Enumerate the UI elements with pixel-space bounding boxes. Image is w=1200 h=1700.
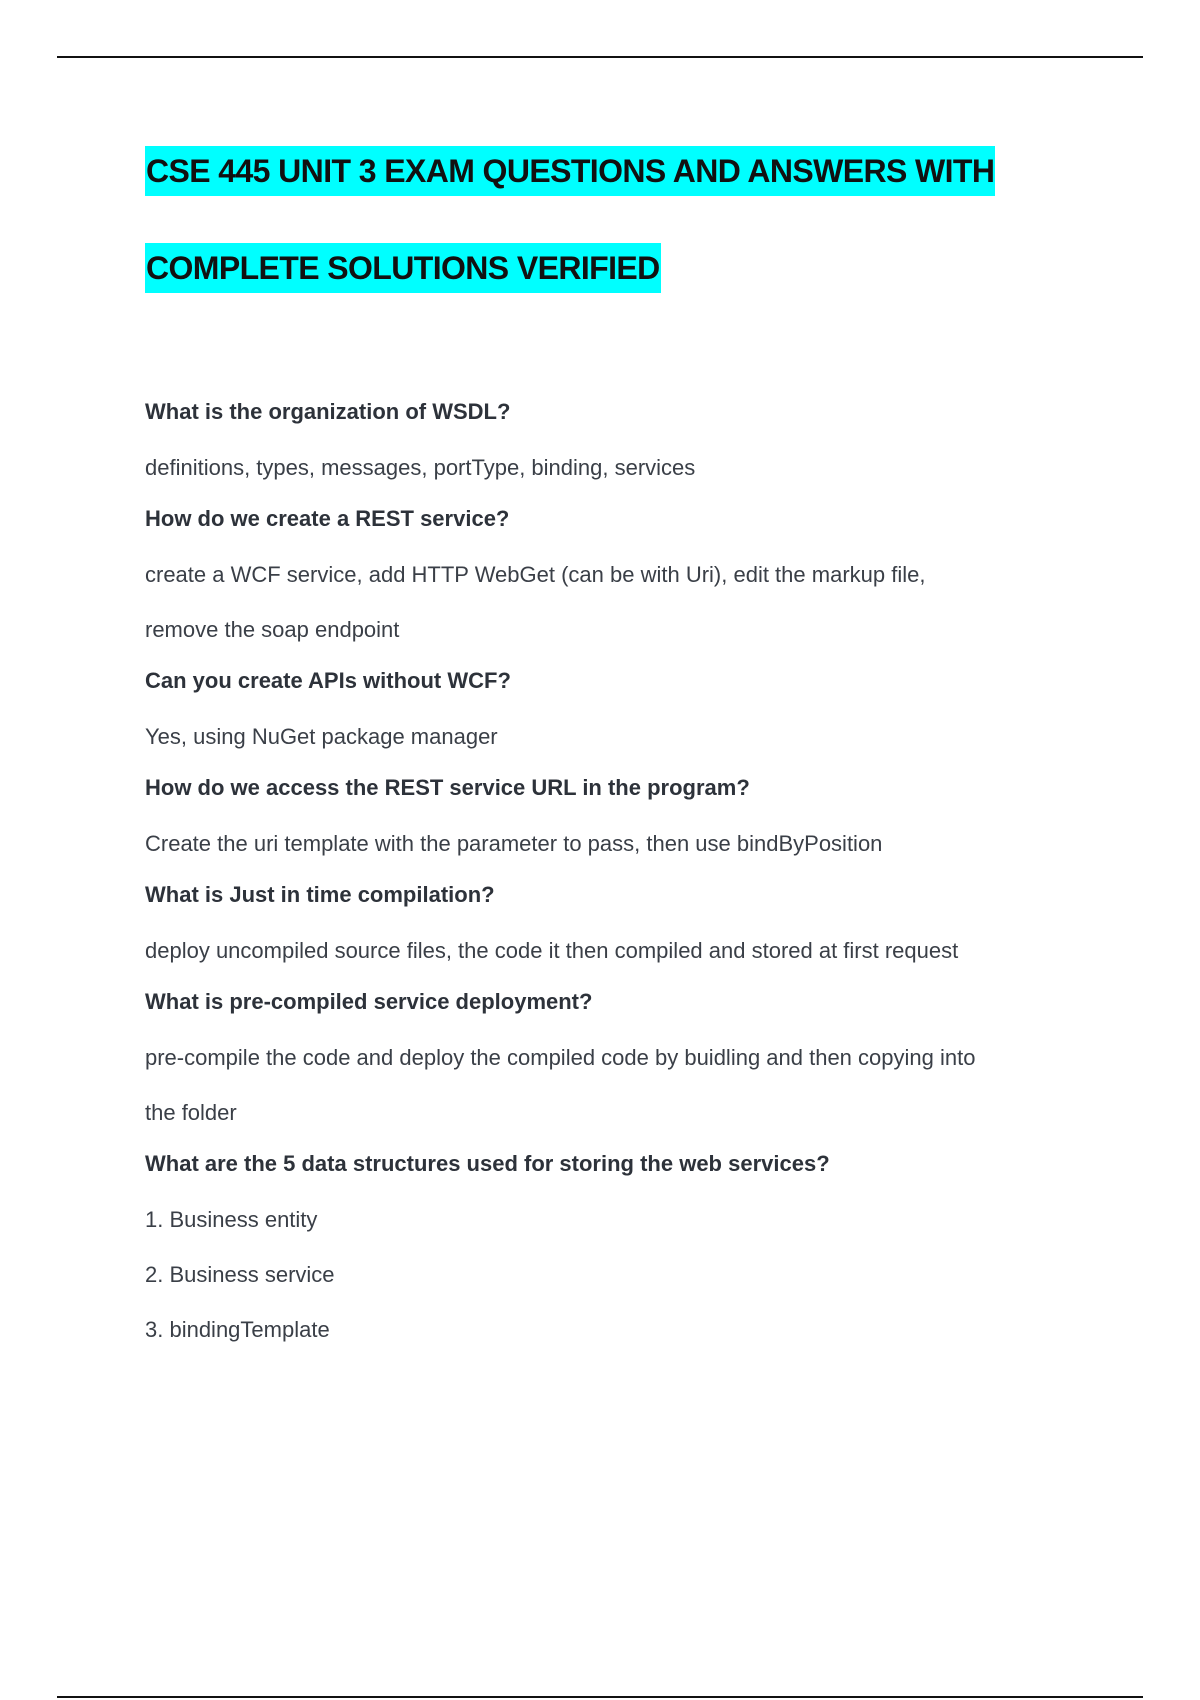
- answer-line: Yes, using NuGet package manager: [145, 724, 498, 749]
- answer-line: 2. Business service: [145, 1262, 335, 1287]
- answer-1: [145, 440, 1085, 495]
- document-title-line-1: CSE 445 UNIT 3 EXAM QUESTIONS AND ANSWERS WITH: [145, 146, 995, 196]
- answer-4: [145, 816, 1085, 871]
- answer-6: [145, 1030, 1085, 1140]
- answer-line: definitions, types, messages, portType, binding, services: [145, 455, 696, 480]
- answer-line: deploy uncompiled source files, the code it then compiled and stored at first request: [145, 938, 959, 963]
- answer-3: [145, 709, 1085, 764]
- answer-7: [145, 1192, 1085, 1357]
- footer-rule: [57, 1696, 1143, 1698]
- answer-2: [145, 547, 1085, 657]
- answer-5: [145, 923, 1085, 978]
- answer-line: the folder: [145, 1100, 237, 1125]
- document-title-line-2: COMPLETE SOLUTIONS VERIFIED: [145, 243, 661, 293]
- answer-line: 3. bindingTemplate: [145, 1317, 330, 1342]
- question-2: How do we create a REST service?: [145, 506, 510, 531]
- qa-list: [145, 392, 1085, 1361]
- question-1: What is the organization of WSDL?: [145, 399, 511, 424]
- question-4: How do we access the REST service URL in the program?: [145, 775, 750, 800]
- question-5: What is Just in time compilation?: [145, 882, 495, 907]
- answer-line: create a WCF service, add HTTP WebGet (can be with Uri), edit the markup file,: [145, 562, 926, 587]
- question-3: Can you create APIs without WCF?: [145, 668, 511, 693]
- question-7: What are the 5 data structures used for storing the web services?: [145, 1151, 830, 1176]
- answer-line: pre-compile the code and deploy the compiled code by buidling and then copying into: [145, 1045, 976, 1070]
- answer-line: remove the soap endpoint: [145, 617, 400, 642]
- question-6: What is pre-compiled service deployment?: [145, 989, 593, 1014]
- answer-line: Create the uri template with the parameter to pass, then use bindByPosition: [145, 831, 883, 856]
- answer-line: 1. Business entity: [145, 1207, 318, 1232]
- header-rule: [57, 56, 1143, 58]
